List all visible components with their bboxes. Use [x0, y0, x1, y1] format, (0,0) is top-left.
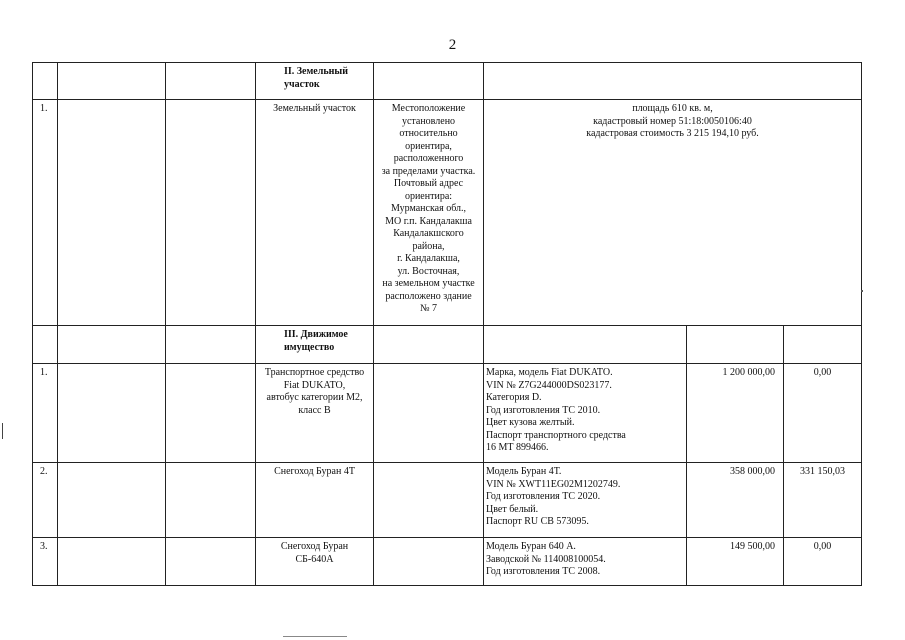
book-value: 149 500,00: [687, 538, 784, 586]
table-row: [33, 538, 862, 586]
land-details: площадь 610 кв. м, кадастровый номер 51:18:0050106:40 кадастровая стоимость 3 215 194,10 руб.: [484, 100, 862, 326]
residual-value: 0,00: [784, 364, 862, 463]
section-movable-title: III. Движимое имущество: [256, 326, 374, 364]
item-details: Модель Буран 640 А. Заводской № 114008100054. Год изготовления ТС 2008.: [484, 538, 687, 586]
table-row: [33, 100, 862, 326]
scan-dot: [861, 290, 863, 292]
item-name: Земельный участок: [256, 100, 374, 326]
section-movable-header: [33, 326, 862, 364]
table-row: [33, 463, 862, 538]
residual-value: 331 150,03: [784, 463, 862, 538]
item-name: Транспортное средство Fiat DUKATO, автобус категории М2, класс В: [256, 364, 374, 463]
item-details: Модель Буран 4Т. VIN № XWT11EG02M1202749. Год изготовления ТС 2020. Цвет белый. Паспорт RU CB 573095.: [484, 463, 687, 538]
location-cell: Местоположение установлено относительно ориентира, расположенного за пределами участка. Почтовый адрес ориентира: Мурманская обл., МО г.п. Кандалакша Кандалакшского района, г. Кандалакша, ул. Восточная, на земельном участке расположено здание № 7: [374, 100, 484, 326]
scan-mark-bottom: [283, 636, 347, 637]
page-number: 2: [448, 37, 457, 53]
book-value: 1 200 000,00: [687, 364, 784, 463]
item-name: Снегоход Буран СБ-640А: [256, 538, 374, 586]
row-number: 3.: [33, 538, 58, 586]
row-number: 1.: [33, 364, 58, 463]
row-number: 1.: [33, 100, 58, 326]
table-row: [33, 364, 862, 463]
scan-mark-left: [2, 423, 3, 439]
property-table: [32, 62, 862, 586]
row-number: 2.: [33, 463, 58, 538]
residual-value: 0,00: [784, 538, 862, 586]
item-name: Снегоход Буран 4Т: [256, 463, 374, 538]
section-land-title: II. Земельный участок: [256, 63, 374, 100]
section-land-header: [33, 63, 862, 100]
book-value: 358 000,00: [687, 463, 784, 538]
item-details: Марка, модель Fiat DUKATO. VIN № Z7G244000DS023177. Категория D. Год изготовления ТС 2010. Цвет кузова желтый. Паспорт транспортного средства 16 МТ 899466.: [484, 364, 687, 463]
